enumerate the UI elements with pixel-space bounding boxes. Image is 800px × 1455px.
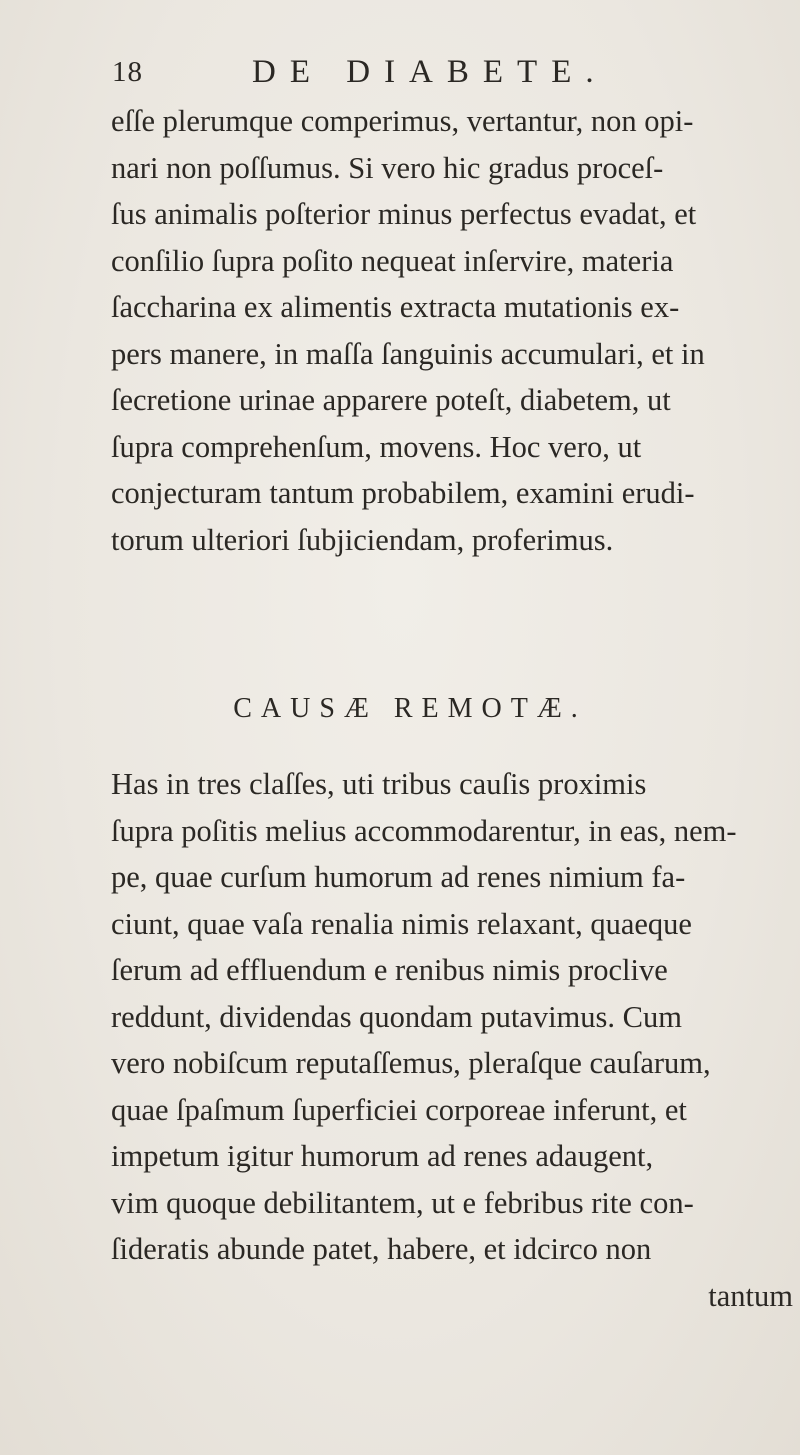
text-line: reddunt, dividendas quondam putavimus. Cum bbox=[111, 999, 682, 1034]
section-heading: CAUSÆ REMOTÆ. bbox=[233, 693, 587, 724]
text-line: torum ulteriori ſubjiciendam, proferimus. bbox=[111, 522, 614, 557]
running-head bbox=[112, 50, 732, 100]
paragraph-1 bbox=[111, 98, 793, 563]
text-line: pers manere, in maſſa ſanguinis accumulari, et in bbox=[111, 336, 705, 371]
text-line: ſerum ad effluendum e renibus nimis proclive bbox=[111, 953, 668, 987]
text-line: ſideratis abunde patet, habere, et idcirco non bbox=[111, 1232, 652, 1266]
paragraph-2 bbox=[111, 761, 793, 1319]
text-line: conſilio ſupra poſito nequeat inſervire, materia bbox=[111, 243, 674, 278]
catchword: tantum bbox=[708, 1278, 793, 1313]
text-line: ſupra poſitis melius accommodarentur, in eas, nem- bbox=[111, 813, 737, 848]
text-line: nari non poſſumus. Si vero hic gradus proceſ- bbox=[111, 150, 664, 185]
text-line: conjecturam tantum probabilem, examini erudi- bbox=[111, 476, 695, 510]
text-line: ſus animalis poſterior minus perfectus evadat, et bbox=[111, 197, 697, 231]
text-line: pe, quae curſum humorum ad renes nimium fa- bbox=[111, 860, 686, 894]
text-line: eſſe plerumque comperimus, vertantur, non opi- bbox=[111, 104, 694, 138]
page-number: 18 bbox=[112, 56, 143, 88]
text-line: ſupra comprehenſum, movens. Hoc vero, ut bbox=[111, 429, 642, 464]
text-line: ſaccharina ex alimentis extracta mutationis ex- bbox=[111, 290, 680, 324]
text-line: Has in tres claſſes, uti tribus cauſis proximis bbox=[111, 767, 647, 801]
running-title: DE DIABETE. bbox=[252, 54, 608, 90]
text-line: vim quoque debilitantem, ut e febribus rite con- bbox=[111, 1185, 694, 1220]
text-line: ciunt, quae vaſa renalia nimis relaxant, quaeque bbox=[111, 906, 692, 941]
text-line: vero nobiſcum reputaſſemus, pleraſque cauſarum, bbox=[111, 1046, 711, 1080]
text-line: ſecretione urinae apparere poteſt, diabetem, ut bbox=[111, 383, 671, 417]
text-line: quae ſpaſmum ſuperficiei corporeae inferunt, et bbox=[111, 1092, 687, 1127]
text-line: impetum igitur humorum ad renes adaugent, bbox=[111, 1139, 654, 1173]
